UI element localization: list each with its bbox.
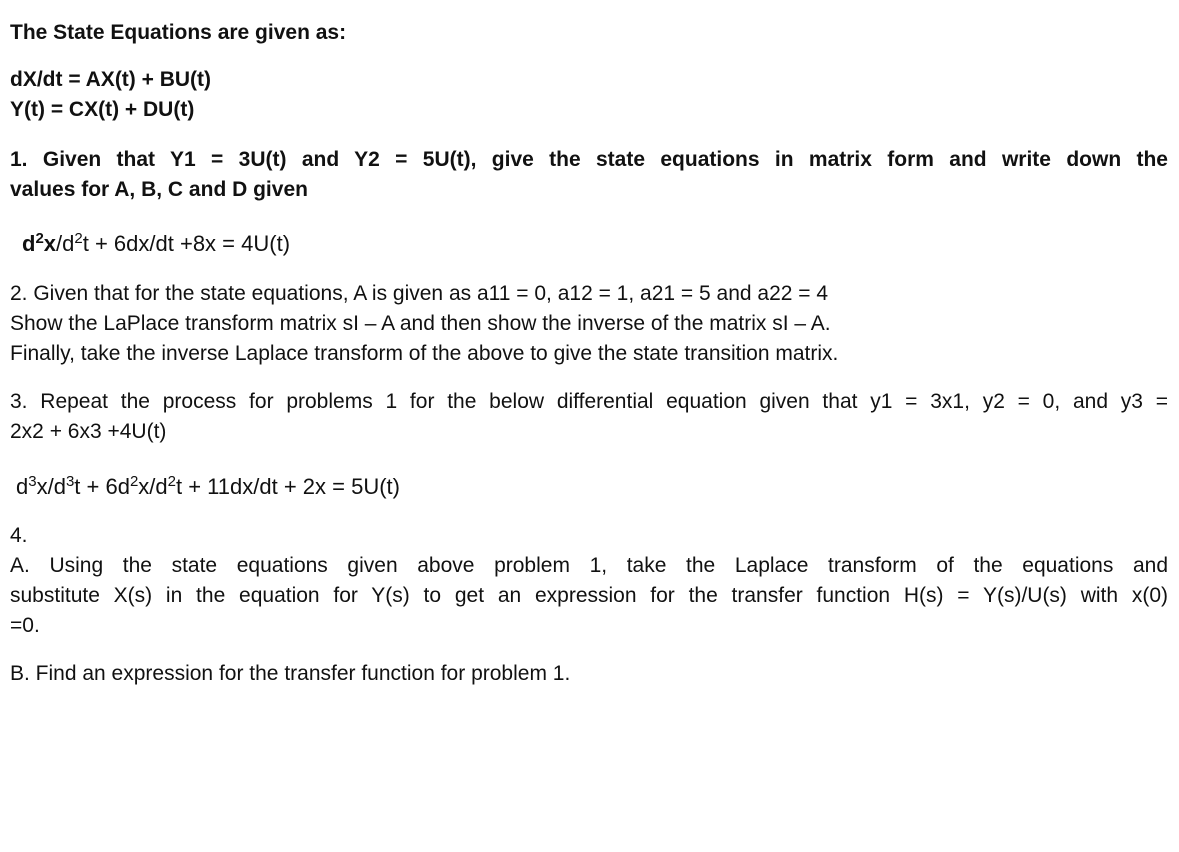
eq3-second-term-exponent: 2 bbox=[129, 473, 139, 490]
eq3-denominator-exponent: 3 bbox=[65, 473, 75, 490]
eq1-d: d bbox=[22, 231, 36, 256]
eq3-x-over-d-2: x/d bbox=[138, 474, 168, 499]
eq3-d: d bbox=[16, 474, 29, 499]
problem-4a-line-3: =0. bbox=[10, 614, 40, 637]
problem-2-line-2: Show the LaPlace transform matrix sI – A and then show the inverse of the matrix sI – A. bbox=[10, 312, 831, 335]
problem-4-number: 4. bbox=[10, 524, 28, 547]
document-heading: The State Equations are given as: bbox=[10, 21, 347, 44]
eq3-x-over-d: x/d bbox=[36, 474, 66, 499]
eq1-x: x bbox=[43, 231, 57, 256]
eq3-second-denominator-exponent: 2 bbox=[167, 473, 176, 490]
state-equation-1: dX/dt = AX(t) + BU(t) bbox=[10, 68, 212, 91]
problem-3-differential-equation bbox=[16, 472, 400, 502]
problem-2-line-3: Finally, take the inverse Laplace transform of the above to give the state transition matrix. bbox=[10, 342, 839, 365]
problem-3-line-2: 2x2 + 6x3 +4U(t) bbox=[10, 420, 167, 443]
state-equation-2: Y(t) = CX(t) + DU(t) bbox=[10, 98, 195, 121]
eq1-denominator: /d bbox=[56, 231, 75, 256]
eq3-rest: t + 11dx/dt + 2x = 5U(t) bbox=[176, 474, 400, 499]
problem-1-line-2: values for A, B, C and D given bbox=[10, 178, 308, 201]
problem-4a-line-2: substitute X(s) in the equation for Y(s) to get an expression for the transfer function H(s) = Y(s)/U(s) with x(0) bbox=[10, 584, 1168, 607]
problem-1-line-1: 1. Given that Y1 = 3U(t) and Y2 = 5U(t), give the state equations in matrix form and write down the bbox=[10, 148, 1168, 171]
eq1-denominator-exponent: 2 bbox=[74, 230, 83, 247]
eq1-d-exponent: 2 bbox=[35, 230, 44, 247]
problem-4b-line: B. Find an expression for the transfer function for problem 1. bbox=[10, 662, 571, 685]
eq1-rest: t + 6dx/dt +8x = 4U(t) bbox=[82, 231, 291, 256]
eq3-d-exponent: 3 bbox=[28, 473, 37, 490]
problem-2-line-1: 2. Given that for the state equations, A is given as a11 = 0, a12 = 1, a21 = 5 and a22 = 4 bbox=[10, 282, 829, 305]
problem-3-line-1: 3. Repeat the process for problems 1 for the below differential equation given that y1 = 3x1, y2 = 0, and y3 = bbox=[10, 390, 1168, 413]
problem-1-differential-equation bbox=[22, 229, 290, 259]
problem-4a-line-1: A. Using the state equations given above problem 1, take the Laplace transform of the equations and bbox=[10, 554, 1168, 577]
eq3-second-term: t + 6d bbox=[74, 474, 130, 499]
